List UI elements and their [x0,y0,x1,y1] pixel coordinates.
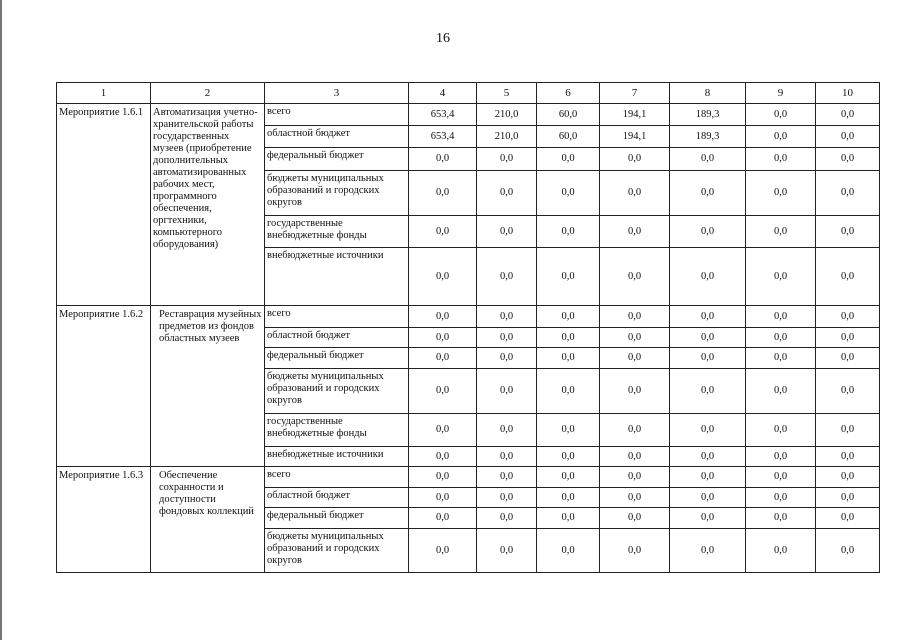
table-row [57,104,880,126]
value-cell: 0,0 [746,306,816,328]
value-cell: 0,0 [537,306,600,328]
value-cell: 0,0 [746,148,816,171]
activity-description: Обеспечение сохранности и доступности фондовых коллекций [151,467,265,573]
value-cell: 0,0 [816,126,880,148]
funding-source: всего [265,306,409,328]
funding-source: государственные внебюджетные фонды [265,216,409,248]
value-cell: 0,0 [409,467,477,488]
activity-label: Мероприятие 1.6.2 [57,306,151,467]
funding-source: федеральный бюджет [265,508,409,529]
activity-description: Реставрация музейных предметов из фондов областных музеев [151,306,265,467]
funding-source: федеральный бюджет [265,348,409,369]
value-cell: 0,0 [816,467,880,488]
value-cell: 0,0 [816,488,880,508]
value-cell: 0,0 [746,529,816,573]
value-cell: 0,0 [600,306,670,328]
value-cell: 0,0 [409,328,477,348]
value-cell: 0,0 [670,216,746,248]
funding-source: государственные внебюджетные фонды [265,414,409,447]
value-cell: 0,0 [816,529,880,573]
value-cell: 0,0 [670,328,746,348]
value-cell: 0,0 [816,248,880,306]
value-cell: 0,0 [409,171,477,216]
value-cell: 0,0 [600,248,670,306]
value-cell: 194,1 [600,104,670,126]
page-number: 16 [436,31,450,46]
value-cell: 0,0 [670,508,746,529]
value-cell: 0,0 [409,447,477,467]
value-cell: 0,0 [670,529,746,573]
value-cell: 0,0 [537,488,600,508]
value-cell: 0,0 [600,529,670,573]
value-cell: 0,0 [537,467,600,488]
funding-source: областной бюджет [265,328,409,348]
header-cell: 8 [670,83,746,104]
value-cell: 0,0 [600,328,670,348]
value-cell: 0,0 [816,148,880,171]
value-cell: 0,0 [537,216,600,248]
value-cell: 0,0 [600,369,670,414]
value-cell: 0,0 [409,414,477,447]
value-cell: 0,0 [670,447,746,467]
value-cell: 0,0 [477,306,537,328]
value-cell: 0,0 [816,328,880,348]
value-cell: 0,0 [746,348,816,369]
value-cell: 0,0 [537,171,600,216]
value-cell: 653,4 [409,104,477,126]
value-cell: 0,0 [537,369,600,414]
value-cell: 0,0 [477,171,537,216]
value-cell: 0,0 [409,248,477,306]
value-cell: 0,0 [746,467,816,488]
value-cell: 0,0 [477,216,537,248]
value-cell: 0,0 [600,171,670,216]
value-cell: 0,0 [746,216,816,248]
value-cell: 0,0 [537,414,600,447]
value-cell: 0,0 [670,248,746,306]
value-cell: 0,0 [600,348,670,369]
value-cell: 0,0 [816,216,880,248]
funding-source: внебюджетные источники [265,248,409,306]
value-cell: 0,0 [600,414,670,447]
header-cell: 1 [57,83,151,104]
funding-source: внебюджетные источники [265,447,409,467]
funding-source: федеральный бюджет [265,148,409,171]
header-cell: 6 [537,83,600,104]
header-cell: 4 [409,83,477,104]
value-cell: 0,0 [670,467,746,488]
value-cell: 0,0 [670,369,746,414]
value-cell: 0,0 [537,328,600,348]
value-cell: 0,0 [670,488,746,508]
activity-label: Мероприятие 1.6.3 [57,467,151,573]
value-cell: 0,0 [600,488,670,508]
value-cell: 0,0 [477,488,537,508]
value-cell: 0,0 [477,248,537,306]
value-cell: 0,0 [600,508,670,529]
value-cell: 0,0 [409,369,477,414]
value-cell: 0,0 [409,508,477,529]
value-cell: 0,0 [537,248,600,306]
value-cell: 0,0 [816,104,880,126]
value-cell: 0,0 [816,369,880,414]
header-cell: 5 [477,83,537,104]
value-cell: 0,0 [477,447,537,467]
value-cell: 0,0 [746,447,816,467]
header-cell: 10 [816,83,880,104]
table-row [57,467,880,488]
value-cell: 0,0 [409,488,477,508]
value-cell: 0,0 [537,508,600,529]
funding-source: бюджеты муниципальных образований и городских округов [265,369,409,414]
value-cell: 0,0 [746,508,816,529]
table-body [57,104,880,573]
value-cell: 0,0 [816,348,880,369]
value-cell: 0,0 [477,529,537,573]
budget-table [56,82,880,573]
value-cell: 0,0 [477,148,537,171]
header-cell: 9 [746,83,816,104]
value-cell: 0,0 [670,414,746,447]
header-row [57,83,880,104]
value-cell: 0,0 [746,369,816,414]
value-cell: 60,0 [537,104,600,126]
value-cell: 653,4 [409,126,477,148]
activity-label: Мероприятие 1.6.1 [57,104,151,306]
value-cell: 189,3 [670,126,746,148]
value-cell: 0,0 [409,529,477,573]
value-cell: 0,0 [746,488,816,508]
value-cell: 0,0 [477,467,537,488]
funding-source: всего [265,467,409,488]
table-row [57,306,880,328]
value-cell: 60,0 [537,126,600,148]
value-cell: 194,1 [600,126,670,148]
value-cell: 0,0 [600,148,670,171]
value-cell: 0,0 [746,104,816,126]
value-cell: 210,0 [477,126,537,148]
page-edge [0,0,2,640]
funding-source: областной бюджет [265,126,409,148]
value-cell: 0,0 [409,306,477,328]
value-cell: 210,0 [477,104,537,126]
value-cell: 0,0 [670,148,746,171]
value-cell: 0,0 [746,328,816,348]
value-cell: 0,0 [600,467,670,488]
funding-source: областной бюджет [265,488,409,508]
funding-source: бюджеты муниципальных образований и городских округов [265,171,409,216]
value-cell: 0,0 [537,148,600,171]
value-cell: 0,0 [816,414,880,447]
funding-source: бюджеты муниципальных образований и городских округов [265,529,409,573]
value-cell: 0,0 [600,447,670,467]
value-cell: 0,0 [477,508,537,529]
value-cell: 0,0 [537,529,600,573]
value-cell: 0,0 [537,447,600,467]
value-cell: 0,0 [477,328,537,348]
value-cell: 0,0 [746,248,816,306]
value-cell: 0,0 [816,447,880,467]
value-cell: 0,0 [600,216,670,248]
value-cell: 0,0 [409,148,477,171]
header-cell: 3 [265,83,409,104]
value-cell: 0,0 [746,126,816,148]
value-cell: 0,0 [670,348,746,369]
value-cell: 0,0 [746,171,816,216]
value-cell: 0,0 [670,306,746,328]
value-cell: 189,3 [670,104,746,126]
value-cell: 0,0 [477,348,537,369]
value-cell: 0,0 [746,414,816,447]
value-cell: 0,0 [409,348,477,369]
value-cell: 0,0 [816,508,880,529]
value-cell: 0,0 [816,306,880,328]
header-cell: 2 [151,83,265,104]
value-cell: 0,0 [670,171,746,216]
value-cell: 0,0 [477,414,537,447]
value-cell: 0,0 [477,369,537,414]
value-cell: 0,0 [409,216,477,248]
value-cell: 0,0 [816,171,880,216]
funding-source: всего [265,104,409,126]
value-cell: 0,0 [537,348,600,369]
activity-description: Автоматизация учетно-хранительской работы государственных музеев (приобретение дополнительных автоматизированных рабочих мест, программного обеспечения, оргтехники, компьютерного оборудования) [151,104,265,306]
header-cell: 7 [600,83,670,104]
